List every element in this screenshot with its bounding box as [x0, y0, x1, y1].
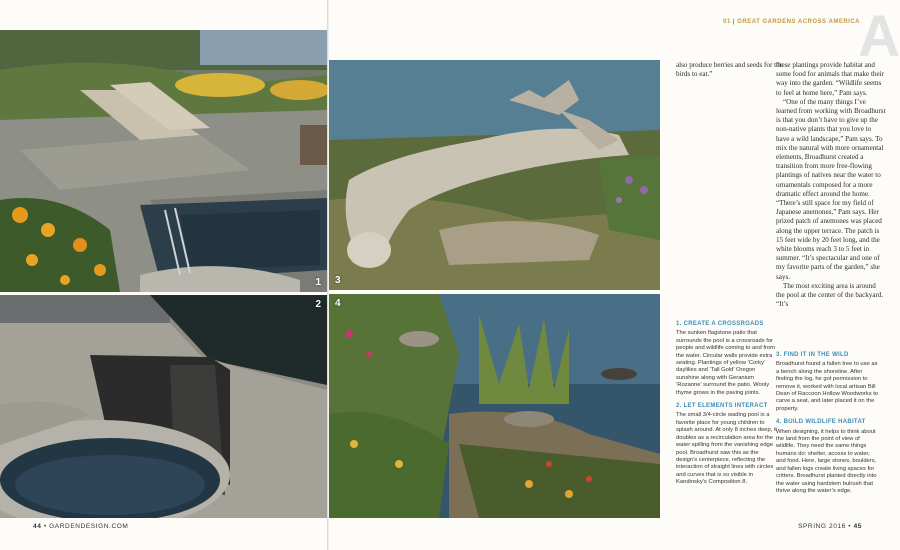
- photo-number: 4: [335, 298, 341, 309]
- page-gutter: [327, 0, 329, 550]
- folio-right: [798, 523, 862, 530]
- site-url: GARDENDESIGN.COM: [49, 523, 129, 530]
- caption-title: 1. CREATE A CROSSROADS: [676, 321, 764, 327]
- sidebar-column-1: [676, 321, 779, 493]
- page-number-left: 44: [33, 523, 42, 530]
- driftwood-illustration: [329, 60, 660, 290]
- folio-dot: •: [43, 523, 50, 530]
- wading-pool-illustration: [0, 295, 327, 518]
- article-column-1: [676, 61, 786, 79]
- section-drop-letter: A: [858, 4, 900, 69]
- caption-text: The small 3/4-circle wading pool is a favorite place for young children to splash around. At only 8 inches deep, it doubles as a recirculation area for the water spilling from the vanishing edge pool. Broadhurst saw this as the design’s centerpiece, reflecting the interaction of straight lines with circles and curves that is so visible in Kandinsky’s Composition 8.: [676, 412, 777, 486]
- caption-title: 3. FIND IT IN THE WILD: [776, 352, 849, 358]
- photo-patio-pool: [0, 30, 327, 292]
- folio-dot: •: [848, 523, 854, 530]
- article-column-2: [776, 61, 886, 309]
- paragraph: The most exciting area is around the pool at the center of the backyard. “It’s: [776, 281, 884, 309]
- caption-text: The sunken flagstone patio that surrounds the pool is a crossroads for people and wildlife coming to and from the water. Circular walls provide extra seating. Plantings of yellow ‘Corky’ daylilies and ‘Tall Gold’ Oregon sunshine along with Geranium ‘Rozanne’ surround the patio. Wooly thyme grows in the paving joints.: [676, 330, 775, 396]
- photo-number: 1: [315, 277, 321, 288]
- page-number-right: 45: [853, 523, 862, 530]
- sidebar-column-2: [776, 352, 879, 501]
- caption-title: 2. LET ELEMENTS INTERACT: [676, 403, 768, 410]
- shoreline-illustration: [329, 294, 660, 518]
- photo-number: 2: [315, 299, 321, 310]
- paragraph: “One of the many things I’ve learned from working with Broadhurst is that you don’t have to give up the non-native plants that you love to have a wild landscape,” Pam says. To mix the natural with more ornamental elements, Broadhurst created a transition from more free-flowing plantings of natives near the water to ornamentals composed for a more dramatic effect around the home. “There’s still space for my field of Japanese anemones,” Pam says. Her prized patch of anemones was placed along the upper terrace. The patch is 15 feet wide by 20 feet long, and the white blooms reach 3 to 5 feet in summer. “It’s spectacular and one of my favorite parts of the garden,” she says.: [776, 97, 886, 281]
- photo-number: 3: [335, 275, 341, 286]
- section-title: GREAT GARDENS ACROSS AMERICA: [737, 19, 860, 25]
- photo-driftwood-bench: [329, 60, 660, 290]
- paragraph: also produce berries and seeds for the birds to eat.”: [676, 61, 783, 79]
- caption-text: Broadhurst found a fallen tree to use as a bench along the shoreline. After finding the log, he got permission to remove it, worked with local artisan Bill Dean of Raccoon Hollow Woodworks to carve a seat, and later placed it on the property.: [776, 361, 879, 412]
- header-separator: |: [732, 19, 738, 25]
- folio-left: [33, 523, 128, 530]
- caption-title: 4. BUILD WILDLIFE HABITAT: [776, 419, 866, 426]
- caption-text: When designing, it helps to think about the land from the point of view of wildlife. They need the same things humans do: shelter, access to water, and food. Here, large stones, boulders, and fallen logs create living spaces for critters. Broadhurst planted directly into the water using hardstem bulrush that thrive along the water’s edge.: [776, 428, 877, 494]
- photo-shoreline: [329, 294, 660, 518]
- running-header: [723, 19, 860, 25]
- photo-wading-pool: [0, 295, 327, 518]
- patio-pool-illustration: [0, 30, 327, 292]
- paragraph: these plantings provide habitat and some food for animals that make their way into the garden. “Wildlife seems to feel at home here,” Pam says.: [776, 61, 884, 97]
- section-number: 01: [723, 19, 731, 25]
- issue-label: SPRING 2016: [798, 523, 846, 530]
